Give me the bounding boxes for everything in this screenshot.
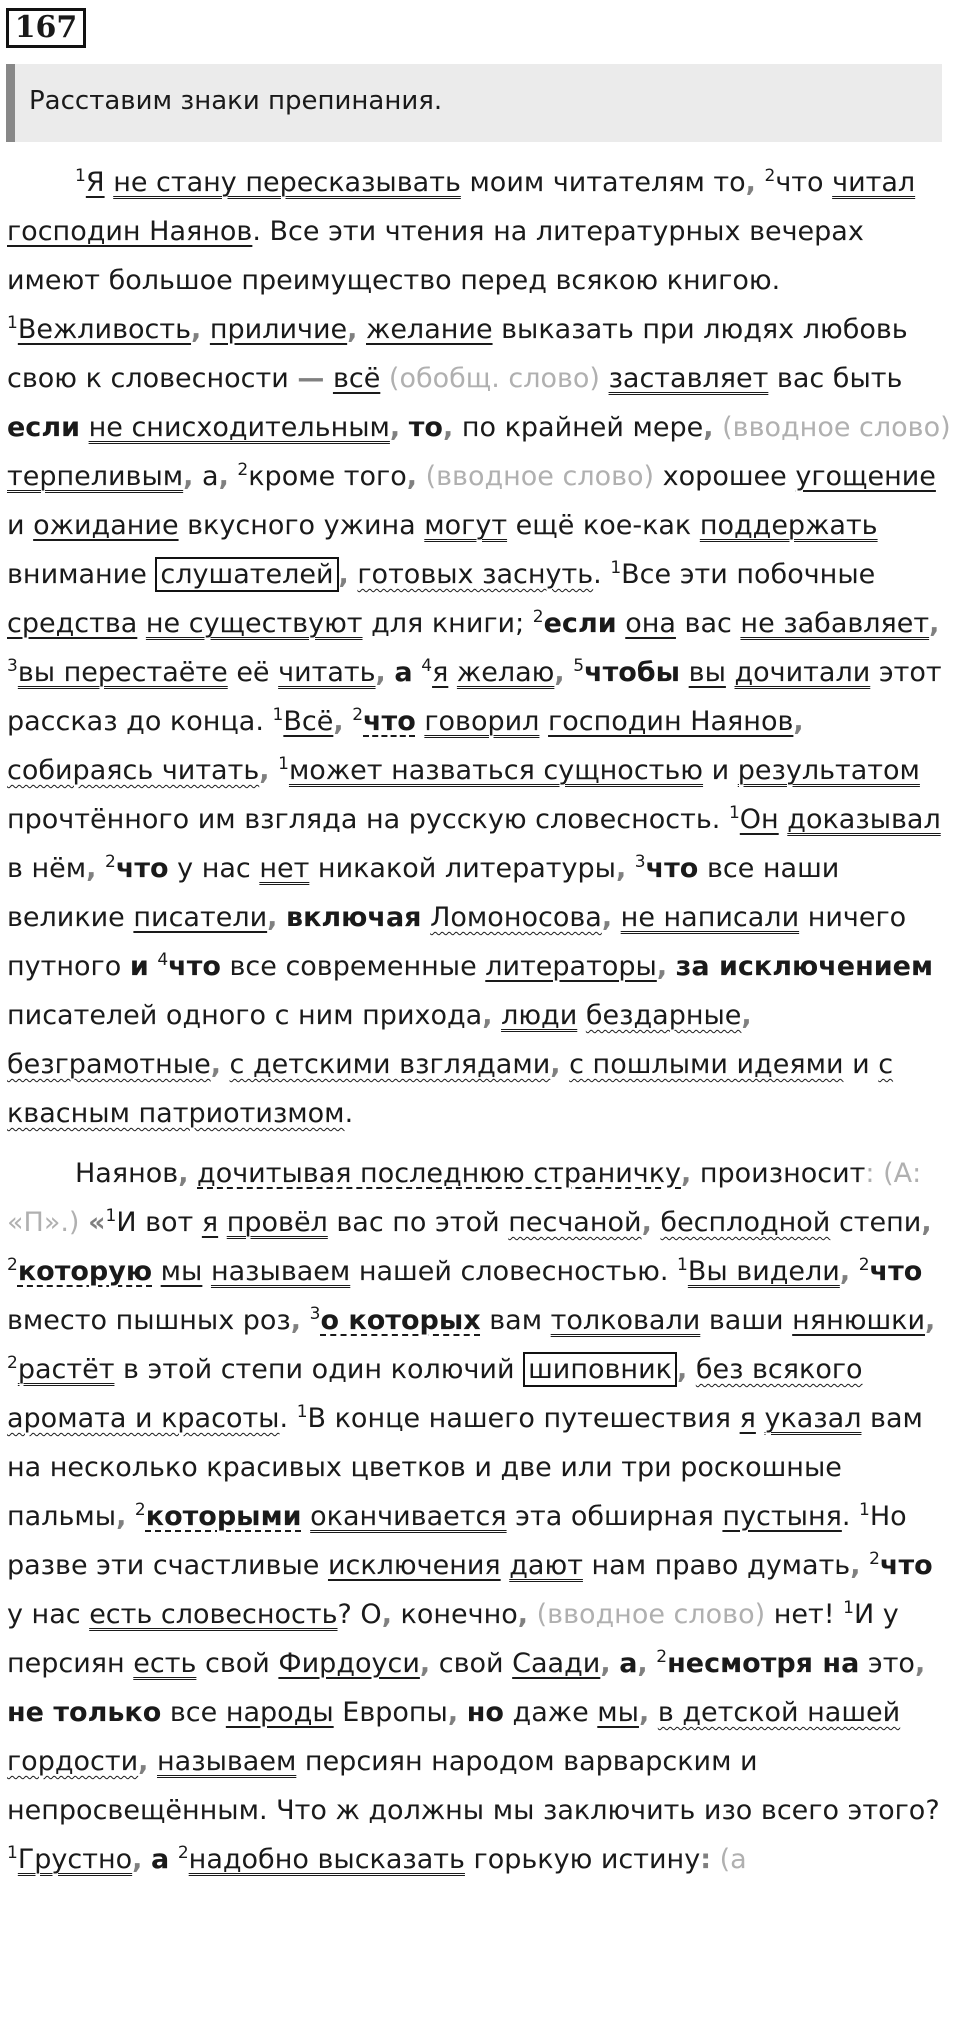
clause-marker: 1 (7, 313, 18, 333)
punctuation-mark: , (681, 1158, 692, 1189)
punctuation-mark: , (641, 1207, 652, 1238)
space (528, 1599, 537, 1630)
punctuation-mark: , (921, 1207, 932, 1238)
punctuation-mark: , (218, 461, 229, 492)
text-run: нет (259, 853, 310, 884)
text-run: то (408, 412, 443, 443)
punctuation-mark: , (615, 853, 627, 884)
clause-marker: 1 (7, 1843, 18, 1863)
text-run: Вы видели (687, 1256, 840, 1287)
text-run: свой (196, 1648, 279, 1679)
text-run: свой (430, 1648, 513, 1679)
text-run: этот рассказ до конца. (7, 657, 942, 737)
clause-marker: 2 (764, 166, 776, 186)
text-run: кроме того (248, 461, 407, 492)
punctuation-mark: , (676, 1354, 688, 1385)
space (779, 804, 788, 835)
punctuation-mark: , (442, 412, 454, 443)
text-run: у нас (168, 853, 260, 884)
text-run: выказать при людях любовь свою к словесности (7, 314, 908, 394)
space (79, 1207, 88, 1238)
text-run: Все эти побочные (621, 559, 876, 590)
text-run: чтобы (584, 657, 681, 688)
space (201, 314, 210, 345)
text-run: господин Наянов (7, 216, 253, 247)
paragraph-1 (7, 158, 952, 1138)
boxed-word: слушателей (155, 557, 338, 592)
text-run: дают (509, 1550, 583, 1581)
punctuation-mark: , (178, 1158, 189, 1189)
clause-marker: 1 (75, 166, 86, 186)
text-run: Ломоносова (430, 902, 602, 933)
space (218, 1207, 227, 1238)
space (357, 314, 366, 345)
text-run: без всякого аромата и красоты (7, 1354, 863, 1434)
clause-marker: 5 (573, 656, 585, 676)
text-run: писатели (133, 902, 268, 933)
paragraph-2 (7, 1149, 952, 1884)
space (458, 1697, 467, 1728)
text-run: люди (501, 1000, 578, 1031)
text-run: есть словесность (89, 1599, 338, 1630)
text-run: не снисходительным (88, 412, 390, 443)
space (148, 1746, 157, 1777)
text-run: нянюшки (792, 1305, 926, 1336)
punctuation-mark: , (86, 853, 97, 884)
text-run: что (645, 853, 699, 884)
text-run: бездарные (585, 1000, 742, 1031)
clause-marker: 2 (7, 1353, 18, 1373)
grammar-note: (обобщ. слово) (388, 363, 600, 394)
text-run: и (129, 951, 149, 982)
text-run: Вежливость (17, 314, 192, 345)
punctuation-mark: , (191, 314, 202, 345)
punctuation-mark: , (447, 1697, 459, 1728)
grammar-note: (А: «П».) (7, 1158, 922, 1238)
text-run: . (593, 559, 611, 590)
text-run: приличие (209, 314, 348, 345)
text-run: . (344, 1098, 354, 1129)
text-run: средства (7, 608, 138, 639)
space (648, 1648, 657, 1679)
text-run: Всё (283, 706, 334, 737)
text-run: что (115, 853, 169, 884)
text-run: с пошлыми идеями (569, 1049, 844, 1080)
text-run: я (739, 1403, 756, 1434)
punctuation-mark: , (333, 706, 344, 737)
space (539, 706, 548, 737)
clause-marker: 3 (634, 852, 646, 872)
space (80, 412, 89, 443)
clause-marker: 1 (296, 1402, 308, 1422)
text-run: называем (210, 1256, 351, 1287)
text-run: желаю (456, 657, 555, 688)
clause-marker: 1 (610, 558, 622, 578)
punctuation-mark: , (554, 657, 565, 688)
space (711, 1844, 720, 1875)
text-run: в нём (7, 853, 87, 884)
text-run: собираясь читать (7, 755, 260, 786)
text-run: а (394, 657, 413, 688)
text-run: если (543, 608, 617, 639)
text-run: не забавляет (740, 608, 930, 639)
punctuation-mark: , (132, 1844, 143, 1875)
space (612, 902, 621, 933)
text-run: Грустно (17, 1844, 133, 1875)
text-run: И вот (116, 1207, 202, 1238)
punctuation-mark: : (865, 1158, 875, 1189)
punctuation-mark: , (850, 1550, 861, 1581)
text-run: Он (739, 804, 779, 835)
text-run: мы (597, 1697, 639, 1728)
text-run: ваши (700, 1305, 793, 1336)
clause-marker: 2 (237, 460, 249, 480)
punctuation-mark: , (138, 1746, 149, 1777)
text-run: вкусного ужина (178, 510, 425, 541)
text-run: что (363, 706, 416, 737)
clause-marker: 1 (105, 1206, 117, 1226)
punctuation-mark: , (419, 1648, 431, 1679)
text-run: не существуют (145, 608, 363, 639)
space (277, 902, 286, 933)
grammar-note: (вводное слово) (425, 461, 655, 492)
boxed-word: шиповник (523, 1352, 677, 1387)
grammar-note: (а (719, 1844, 747, 1875)
text-run: которую (17, 1256, 153, 1287)
punctuation-mark: , (601, 902, 613, 933)
text-run: бесплодной (660, 1207, 831, 1238)
space (96, 853, 105, 884)
space (861, 1550, 870, 1581)
space (501, 1550, 510, 1581)
text-run: если (7, 412, 81, 443)
text-run: ничего путного (7, 902, 907, 982)
grammar-note: (вводное слово) (536, 1599, 766, 1630)
text-run: но (466, 1697, 504, 1728)
punctuation-mark: , (347, 314, 358, 345)
punctuation-mark: , (637, 1648, 648, 1679)
text-run: и (703, 755, 738, 786)
punctuation-mark: , (745, 167, 756, 198)
text-run: Фирдоуси (278, 1648, 420, 1679)
text-run: включая (285, 902, 422, 933)
punctuation-mark: , (929, 608, 940, 639)
space (142, 1844, 151, 1875)
punctuation-mark: , (638, 1697, 650, 1728)
text-run: Наянов (75, 1158, 179, 1189)
space (726, 657, 735, 688)
text-run: никакой литературы (309, 853, 616, 884)
text-run: которыми (145, 1501, 302, 1532)
text-run: желание (366, 314, 493, 345)
text-run: не только (7, 1697, 162, 1728)
space (667, 951, 676, 982)
text-run: нет! (765, 1599, 844, 1630)
text-run: вам на несколько красивых цветков и две или три роскошные пальмы (7, 1403, 923, 1532)
text-run: и (843, 1049, 879, 1080)
text-run: угощение (795, 461, 936, 492)
text-run: с детскими взглядами (229, 1049, 551, 1080)
text-run: надобно высказать (188, 1844, 465, 1875)
text-run: её (227, 657, 279, 688)
text-run: ещё кое-как (507, 510, 700, 541)
text-run: В конце нашего путешествия (307, 1403, 740, 1434)
space (302, 1501, 311, 1532)
clause-marker: 1 (272, 705, 284, 725)
clause-marker: 2 (134, 1500, 146, 1520)
text-run: вы (688, 657, 726, 688)
text-run: все (161, 1697, 226, 1728)
text-run: я (432, 657, 449, 688)
clause-marker: 2 (532, 607, 544, 627)
text-run: заставляет (608, 363, 769, 394)
clause-marker: 1 (843, 1598, 854, 1618)
punctuation-mark: , (703, 412, 714, 443)
text-run: Но разве эти счастливые (7, 1501, 907, 1581)
text-run: дочитали (734, 657, 871, 688)
clause-marker: 2 (858, 1255, 870, 1275)
punctuation-mark: , (839, 1256, 851, 1287)
clause-marker: 1 (728, 803, 740, 823)
text-run: нам право думать (582, 1550, 851, 1581)
text-run: . Все эти чтения на литературных вечерах имеют большое преимущество перед всякою книгою. (7, 216, 864, 296)
text-run: читать (278, 657, 376, 688)
space (617, 608, 626, 639)
text-run: конечно (391, 1599, 518, 1630)
text-run: Саади (512, 1648, 601, 1679)
punctuation-mark: , (406, 461, 417, 492)
text-run: читал (832, 167, 916, 198)
text-run: может назваться сущностью (288, 755, 704, 786)
text-run: вы перестаёте (17, 657, 228, 688)
clause-marker: 4 (157, 950, 169, 970)
clause-marker: 2 (177, 1843, 189, 1863)
punctuation-mark: , (482, 1000, 493, 1031)
space (324, 363, 333, 394)
text-run: о которых (320, 1305, 481, 1336)
text-run: песчаной (508, 1207, 642, 1238)
text-run: Европы (333, 1697, 448, 1728)
space (380, 363, 389, 394)
text-run: вместо пышных роз (7, 1305, 291, 1336)
space (565, 657, 574, 688)
space (202, 1256, 211, 1287)
instruction-text: Расставим знаки препинания. (29, 86, 443, 116)
clause-marker: 1 (278, 754, 289, 774)
punctuation-mark: , (914, 1648, 926, 1679)
text-run: в этой степи один колючий (114, 1354, 524, 1385)
punctuation-mark: , (183, 461, 194, 492)
punctuation-mark: , (793, 706, 804, 737)
text-run: растёт (17, 1354, 115, 1385)
text-run: прочтённого им взгляда на русскую словесность. (7, 804, 729, 835)
clause-marker: 1 (677, 1255, 688, 1275)
text-run: несмотря на (667, 1648, 860, 1679)
text-run: все современные (220, 951, 486, 982)
text-run: а (193, 461, 219, 492)
text-run: и (7, 510, 34, 541)
clause-marker: 1 (859, 1500, 870, 1520)
text-run: за исключением (675, 951, 934, 982)
punctuation-mark: , (375, 657, 386, 688)
text-run: народы (225, 1697, 334, 1728)
space (561, 1049, 570, 1080)
dash-mark: — (297, 363, 325, 394)
space (714, 412, 723, 443)
space (687, 1354, 696, 1385)
punctuation-mark: , (517, 1599, 529, 1630)
text-run: я (201, 1207, 219, 1238)
text-run: эта обширная (506, 1501, 723, 1532)
text-run: литераторы (485, 951, 657, 982)
text-run: говорил (424, 706, 540, 737)
text-run: дочитывая последнюю страничку (197, 1158, 682, 1189)
punctuation-mark: , (656, 951, 668, 982)
grammar-note: (вводное слово) (722, 412, 951, 443)
text-run: вам (480, 1305, 551, 1336)
text-run: И у персиян (7, 1599, 899, 1679)
space (301, 1305, 310, 1336)
punctuation-mark: , (741, 1000, 752, 1031)
space (626, 853, 635, 884)
text-run: . (279, 1403, 297, 1434)
text-run: доказывал (787, 804, 941, 835)
space (874, 1158, 883, 1189)
space (188, 1158, 197, 1189)
text-run: пустыня (722, 1501, 842, 1532)
quote-mark: « (88, 1207, 106, 1238)
text-run: она (625, 608, 676, 639)
text-run: мы (160, 1256, 203, 1287)
space (850, 1256, 859, 1287)
punctuation-mark: , (210, 1049, 221, 1080)
text-run: это (859, 1648, 915, 1679)
punctuation-mark: , (389, 412, 401, 443)
space (126, 1501, 135, 1532)
punctuation-mark: , (290, 1305, 302, 1336)
punctuation-mark: , (116, 1501, 127, 1532)
punctuation-mark: , (259, 755, 270, 786)
punctuation-mark: , (338, 559, 349, 590)
space (400, 412, 409, 443)
space (649, 1697, 658, 1728)
text-run: толковали (550, 1305, 701, 1336)
punctuation-mark: , (267, 902, 278, 933)
text-run: вас быть (768, 363, 903, 394)
space (417, 461, 426, 492)
space (492, 1000, 501, 1031)
space (611, 1648, 620, 1679)
text-run: исключения (327, 1550, 501, 1581)
text-run: все наши великие (7, 853, 840, 933)
clause-marker: 2 (352, 705, 364, 725)
text-run: готовых заснуть (357, 559, 594, 590)
space (577, 1000, 586, 1031)
space (169, 1844, 178, 1875)
text-run: называем (157, 1746, 297, 1777)
punctuation-mark: , (550, 1049, 561, 1080)
text-run: нашей словесностью. (350, 1256, 678, 1287)
text-run: хорошее (654, 461, 796, 492)
text-run: оканчивается (310, 1501, 507, 1532)
text-run: с квасным патриотизмом (7, 1049, 894, 1129)
clause-marker: 3 (7, 656, 18, 676)
space (413, 657, 422, 688)
clause-marker: 2 (7, 1255, 18, 1275)
text-run: не стану пересказывать (113, 167, 461, 198)
space (270, 755, 279, 786)
text-run: в детской нашей гордости (7, 1697, 901, 1777)
clause-marker: 2 (656, 1647, 668, 1667)
text-run: горькую истину (464, 1844, 701, 1875)
text-run: результатом (737, 755, 920, 786)
text-run: ? О (337, 1599, 382, 1630)
text-run: провёл (226, 1207, 328, 1238)
clause-marker: 3 (309, 1304, 321, 1324)
text-run: произносит (691, 1158, 866, 1189)
clause-marker: 2 (105, 852, 116, 872)
text-run: могут (424, 510, 508, 541)
space (221, 1049, 230, 1080)
text-run: моим читателям то (460, 167, 746, 198)
text-run: а (151, 1844, 170, 1875)
text-run: писателей одного с ним прихода (7, 1000, 483, 1031)
text-run: терпеливым (7, 461, 184, 492)
text-run: что (168, 951, 221, 982)
text-run: степи (830, 1207, 922, 1238)
space (344, 706, 353, 737)
text-run: у нас (7, 1599, 90, 1630)
space (680, 657, 689, 688)
text-run: даже (503, 1697, 598, 1728)
space (152, 1256, 161, 1287)
punctuation-mark: , (600, 1648, 611, 1679)
text-run: для книги; (362, 608, 533, 639)
text-run: поддержать (699, 510, 878, 541)
clause-marker: 2 (869, 1549, 880, 1569)
exercise-text (7, 158, 952, 1884)
text-run: по крайней мере (453, 412, 704, 443)
text-run: не написали (620, 902, 800, 933)
text-run: ожидание (33, 510, 179, 541)
text-run: безграмотные (7, 1049, 211, 1080)
task-number: 167 (6, 8, 86, 48)
text-run: указал (764, 1403, 862, 1434)
space (756, 167, 765, 198)
text-run: . (841, 1501, 860, 1532)
text-run: вас по этой (327, 1207, 509, 1238)
clause-marker: 4 (421, 656, 433, 676)
punctuation-mark: , (925, 1305, 936, 1336)
instruction-banner (6, 64, 942, 142)
text-run: а (619, 1648, 638, 1679)
punctuation-mark: , (381, 1599, 392, 1630)
text-run: внимание (7, 559, 156, 590)
punctuation-mark: : (700, 1844, 711, 1875)
space (448, 657, 457, 688)
text-run: вас (675, 608, 741, 639)
text-run: что (869, 1256, 923, 1287)
text-run: всё (332, 363, 381, 394)
text-run: что (879, 1550, 933, 1581)
text-run: Я (85, 167, 105, 198)
space (137, 608, 146, 639)
text-run: есть (133, 1648, 197, 1679)
text-run: что (775, 167, 824, 198)
text-run: персиян народом варварским и непросвещённым. Что ж должны мы заключить изо всего этого? (7, 1746, 940, 1826)
text-run: господин Наянов (548, 706, 794, 737)
